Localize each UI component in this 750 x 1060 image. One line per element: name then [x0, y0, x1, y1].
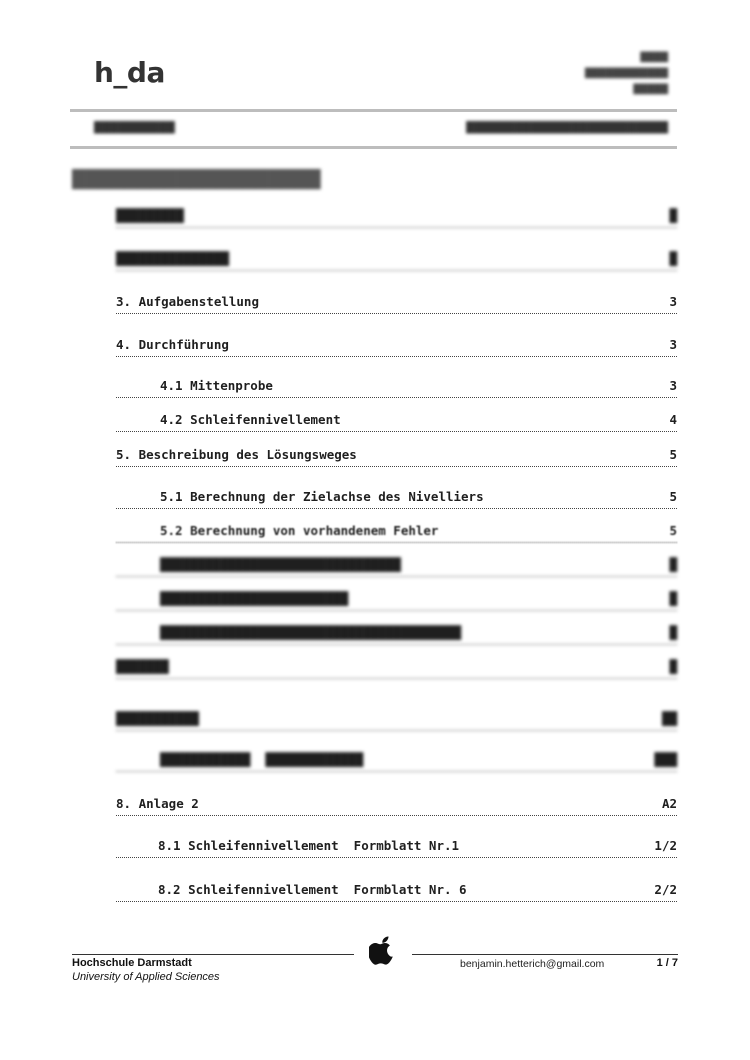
toc-entry-page: 3 [669, 337, 677, 352]
header-meta-blurred: ████ ████████████ █████ [584, 53, 668, 95]
toc-entry-page: 3 [669, 378, 677, 393]
toc-entry-blurred: ████████████████████████████████ █ [116, 553, 677, 577]
running-header-blurred: ██████████ █████████████████████████ [94, 122, 668, 134]
toc-entry-label: 3. Aufgabenstellung [116, 294, 259, 309]
toc-entry-blurred: ████████████ █████████████ ███ [116, 748, 677, 772]
footer-institution [72, 956, 220, 984]
toc-entry-blurred: ███████ █ [116, 655, 677, 679]
toc-entry-page: 2/2 [654, 882, 677, 897]
toc-entry-blurred: █████████ █ [116, 204, 677, 228]
toc-entry[interactable] [116, 792, 677, 816]
toc-entry-label: 5. Beschreibung des Lösungsweges [116, 447, 357, 462]
toc-entry-label: 5.1 Berechnung der Zielachse des Nivelliers [160, 489, 484, 504]
toc-title-blurred: ███████████████████ [72, 170, 321, 190]
toc-entry-label: 4.2 Schleifennivellement [160, 412, 341, 427]
toc-entry-label: 5.2 Berechnung von vorhandenem Fehler [160, 523, 439, 538]
toc-entry[interactable] [116, 876, 677, 902]
toc-entry-label: 8.2 Schleifennivellement Formblatt Nr. 6 [158, 882, 467, 897]
toc-entry-page: 3 [669, 294, 677, 309]
toc-entry-blurred: ███████████ ██ [116, 707, 677, 731]
toc-entry-label: 8. Anlage 2 [116, 796, 199, 811]
header-rule-bottom [70, 146, 677, 149]
footer-rule-left [72, 954, 354, 955]
toc-entry[interactable] [116, 443, 677, 467]
toc-entry[interactable] [116, 408, 677, 432]
toc-entry-blurred: ███████████████ █ [116, 247, 677, 271]
university-name: University of Applied Sciences [72, 971, 220, 983]
toc-entry-page: 4 [669, 412, 677, 427]
header-rule-top [70, 109, 677, 112]
apple-logo-icon [369, 934, 397, 966]
toc-entry-page: 5 [669, 447, 677, 462]
toc-entry[interactable] [116, 834, 677, 858]
toc-entry[interactable] [116, 374, 677, 398]
toc-entry-label: 4. Durchführung [116, 337, 229, 352]
toc-entry-label: 4.1 Mittenprobe [160, 378, 273, 393]
footer-rule-right [412, 954, 678, 955]
toc-entry[interactable] [116, 333, 677, 357]
toc-entry[interactable] [116, 519, 677, 543]
institution-name: Hochschule Darmstadt [72, 957, 192, 969]
toc-entry[interactable] [116, 485, 677, 509]
footer-email: benjamin.hetterich@gmail.com [460, 958, 605, 970]
toc-entry-blurred: █████████████████████████ █ [116, 587, 677, 611]
toc-entry-page: 1/2 [654, 838, 677, 853]
toc-entry-page: 5 [669, 489, 677, 504]
toc-entry-label: 8.1 Schleifennivellement Formblatt Nr.1 [158, 838, 460, 853]
toc-entry-blurred: ████████████████████████████████████████ █ [116, 621, 677, 645]
toc-entry-page: A2 [661, 796, 677, 811]
toc-entry-page: 5 [669, 523, 677, 538]
footer-page-number: 1 / 7 [656, 957, 678, 969]
toc-entry[interactable] [116, 290, 677, 314]
hda-logo: h_da [94, 56, 165, 89]
